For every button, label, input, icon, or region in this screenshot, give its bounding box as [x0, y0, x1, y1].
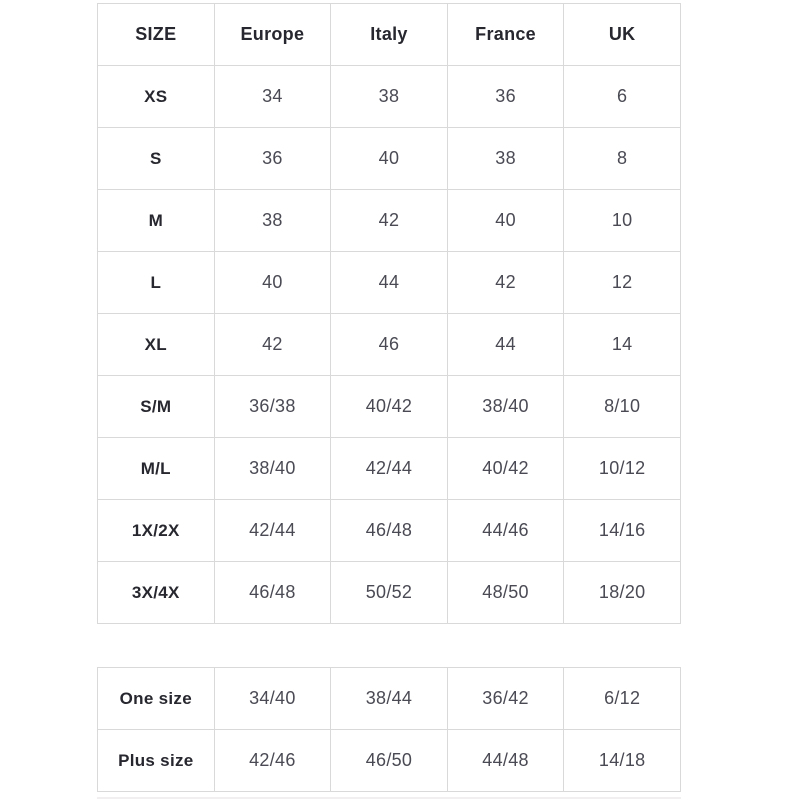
table-cell: 44: [447, 314, 564, 376]
table-cell: 12: [564, 252, 681, 314]
table-row-3x4x: [98, 562, 681, 624]
table-cell: 10/12: [564, 438, 681, 500]
table-cell: 46/48: [214, 562, 331, 624]
row-label: 1X/2X: [98, 500, 215, 562]
table-cell: 38/40: [447, 376, 564, 438]
row-label: S/M: [98, 376, 215, 438]
special-sizes-table: [97, 667, 681, 792]
table-row-s: [98, 128, 681, 190]
table-row-plus-size: [98, 730, 681, 792]
row-label: M/L: [98, 438, 215, 500]
row-label: XS: [98, 66, 215, 128]
row-label: One size: [98, 668, 215, 730]
table-row-ml: [98, 438, 681, 500]
table-cell: 38: [214, 190, 331, 252]
table-cell: 34: [214, 66, 331, 128]
row-label: S: [98, 128, 215, 190]
table-cell: 40/42: [447, 438, 564, 500]
header-row: [98, 4, 681, 66]
table-cell: 46/48: [331, 500, 448, 562]
table-row-xs: [98, 66, 681, 128]
table-cell: 42/44: [331, 438, 448, 500]
table-row-xl: [98, 314, 681, 376]
header-cell-size: SIZE: [98, 4, 215, 66]
table-cell: 42: [447, 252, 564, 314]
row-label: 3X/4X: [98, 562, 215, 624]
table-cell: 38/40: [214, 438, 331, 500]
row-label: XL: [98, 314, 215, 376]
table-row-l: [98, 252, 681, 314]
table-cell: 14: [564, 314, 681, 376]
table-cell: 50/52: [331, 562, 448, 624]
row-label: L: [98, 252, 215, 314]
table-cell: 42: [214, 314, 331, 376]
table-cell: 40: [331, 128, 448, 190]
header-cell-italy: Italy: [331, 4, 448, 66]
table-row-one-size: [98, 668, 681, 730]
table-cell: 6/12: [564, 668, 681, 730]
table-cell: 36: [447, 66, 564, 128]
table-cell: 38: [331, 66, 448, 128]
table-cell: 18/20: [564, 562, 681, 624]
table-cell: 8: [564, 128, 681, 190]
header-cell-uk: UK: [564, 4, 681, 66]
row-label: Plus size: [98, 730, 215, 792]
table-cell: 6: [564, 66, 681, 128]
table-cell: 44: [331, 252, 448, 314]
table-cell: 46: [331, 314, 448, 376]
table-cell: 38: [447, 128, 564, 190]
table-cell: 36/42: [447, 668, 564, 730]
table-cell: 36: [214, 128, 331, 190]
table-cell: 40: [447, 190, 564, 252]
table-cell: 14/16: [564, 500, 681, 562]
table-cell: 40/42: [331, 376, 448, 438]
table-cell: 10: [564, 190, 681, 252]
table-cell: 44/48: [447, 730, 564, 792]
size-conversion-table: [97, 3, 681, 624]
header-cell-europe: Europe: [214, 4, 331, 66]
table-cell: 44/46: [447, 500, 564, 562]
table-cell: 42/44: [214, 500, 331, 562]
table-cell: 48/50: [447, 562, 564, 624]
table-cell: 14/18: [564, 730, 681, 792]
row-label: M: [98, 190, 215, 252]
header-cell-france: France: [447, 4, 564, 66]
table-cell: 36/38: [214, 376, 331, 438]
table-row-m: [98, 190, 681, 252]
table-row-1x2x: [98, 500, 681, 562]
cropped-next-row-border: [97, 797, 681, 799]
table-cell: 42/46: [214, 730, 331, 792]
table-cell: 38/44: [331, 668, 448, 730]
table-cell: 8/10: [564, 376, 681, 438]
table-row-sm: [98, 376, 681, 438]
table-cell: 46/50: [331, 730, 448, 792]
table-cell: 42: [331, 190, 448, 252]
table-cell: 34/40: [214, 668, 331, 730]
table-cell: 40: [214, 252, 331, 314]
